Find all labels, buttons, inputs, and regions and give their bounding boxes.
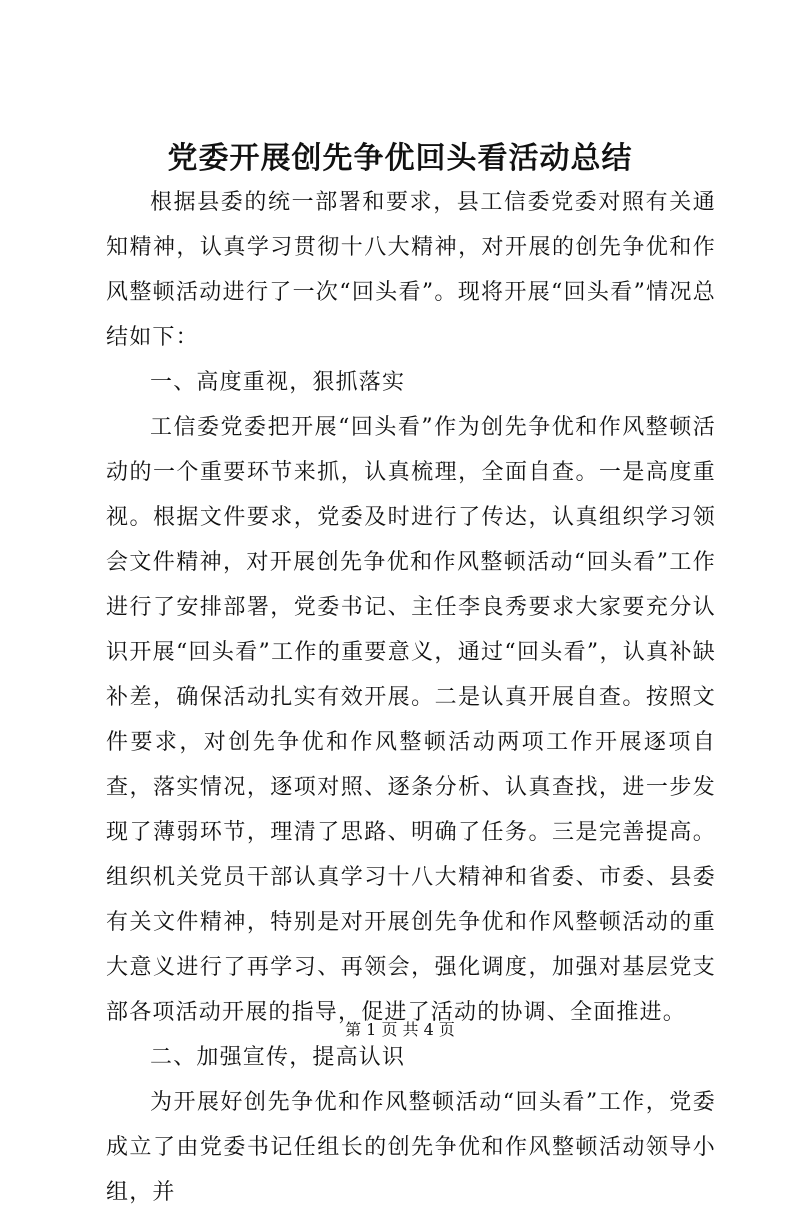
paragraph-section-2: 为开展好创先争优和作风整顿活动“回头看”工作，党委成立了由党委书记任组长的创先争优和作风整顿活动领导小组，并 — [106, 1090, 716, 1205]
page-number-footer: 第 1 页 共 4 页 — [345, 1020, 455, 1039]
paragraph-section-1: 工信委党委把开展“回头看”作为创先争优和作风整顿活动的一个重要环节来抓，认真梳理，全面自查。一是高度重视。根据文件要求，党委及时进行了传达，认真组织学习领会文件精神，对开展创先争优和作风整顿活动“回头看”工作进行了安排部署，党委书记、主任李良秀要求大家要充分认识开展“回头看”工作的重要意义，通过“回头看”，认真补缺补差，确保活动扎实有效开展。二是认真开展自查。按照文件要求，对创先争优和作风整顿活动两项工作开展逐项自查，落实情况，逐项对照、逐条分析、认真查找，进一步发现了薄弱环节，理清了思路、明确了任务。三是完善提高。组织机关党员干部认真学习十八大精神和省委、市委、县委有关文件精神，特别是对开展创先争优和作风整顿活动的重大意义进行了再学习、再领会，强化调度，加强对基层党支部各项活动开展的指导，促进了活动的协调、全面推进。 — [106, 415, 716, 1025]
section-heading-1: 一、高度重视，狠抓落实 — [150, 370, 406, 395]
paragraph-intro: 根据县委的统一部署和要求，县工信委党委对照有关通知精神，认真学习贯彻十八大精神，对开展的创先争优和作风整顿活动进行了一次“回头看”。现将开展“回头看”情况总结如下： — [106, 190, 716, 350]
document-body — [106, 180, 716, 1215]
document-title: 党委开展创先争优回头看活动总结 — [167, 141, 633, 176]
section-heading-2: 二、加强宣传，提高认识 — [150, 1045, 406, 1070]
